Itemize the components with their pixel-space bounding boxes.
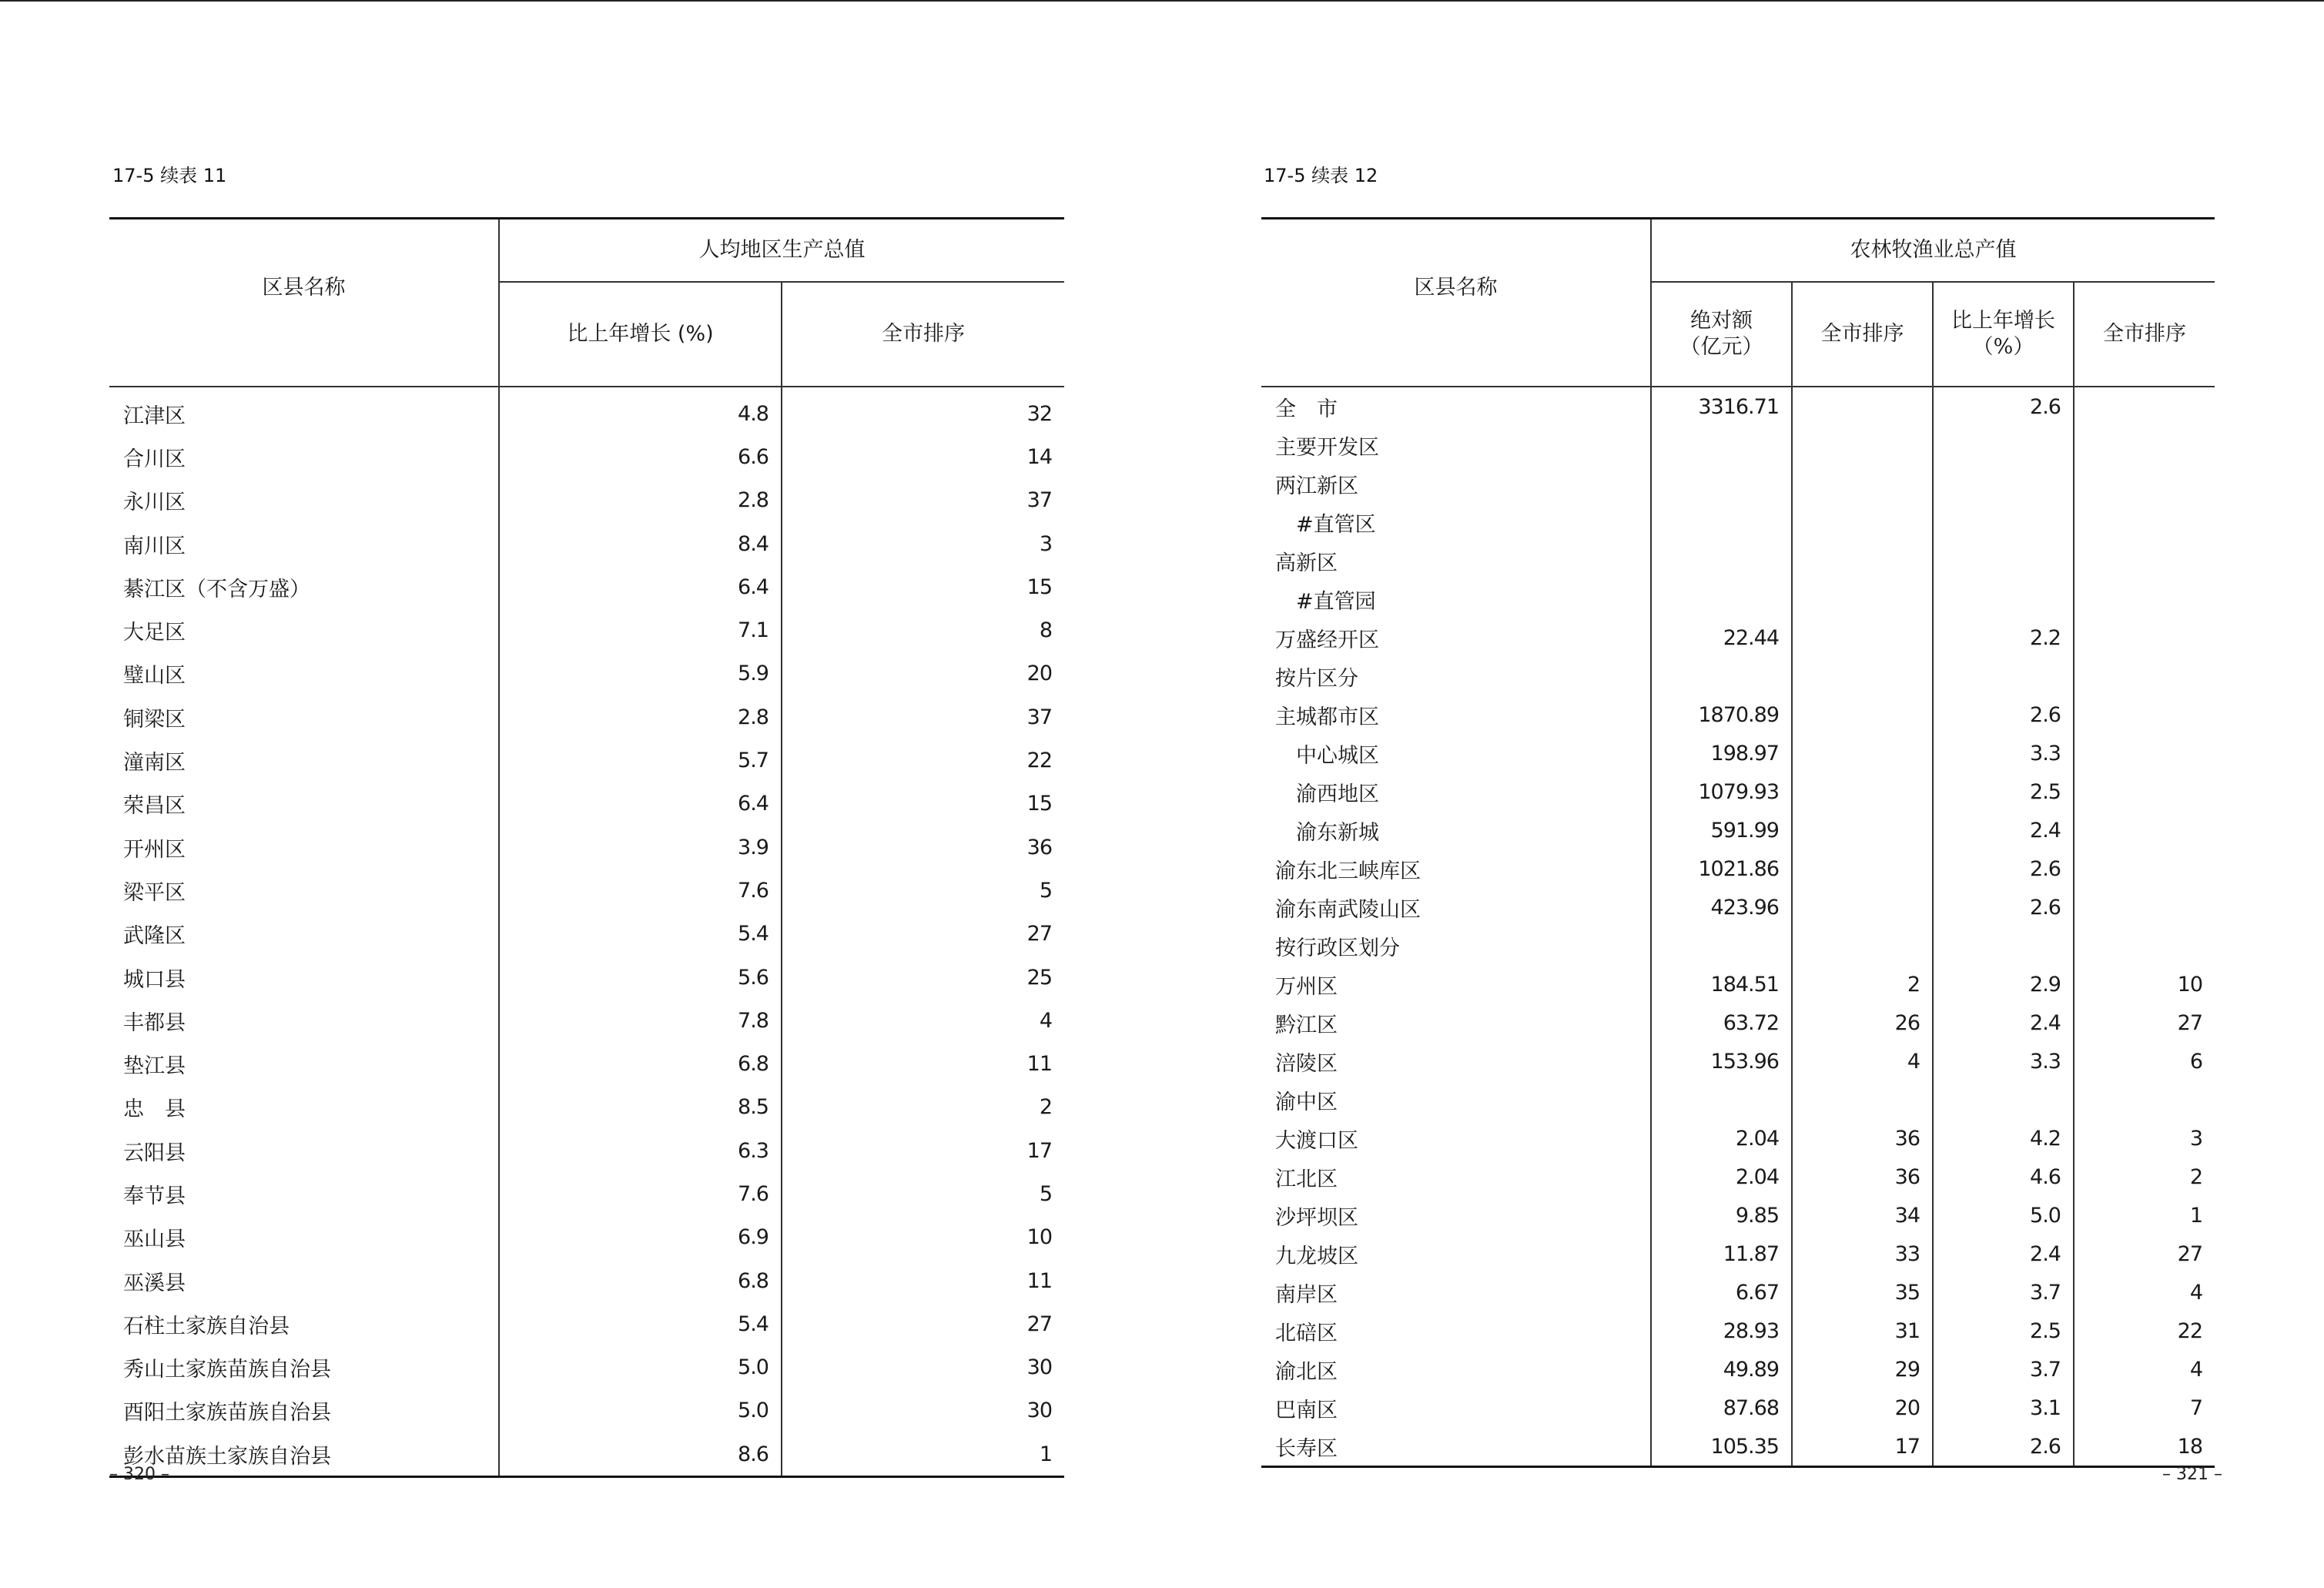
growth-cell	[1933, 580, 2074, 618]
absolute-cell	[1651, 657, 1792, 695]
rank-1-cell	[1792, 888, 1933, 926]
rank-1-cell	[1792, 503, 1933, 541]
header-absolute	[1651, 282, 1792, 387]
rank-1-cell	[1792, 1080, 1933, 1119]
rank-2-cell	[2074, 772, 2215, 811]
rank-cell: 11	[1026, 1268, 1052, 1293]
rank-1-cell: 20	[1792, 1389, 1933, 1427]
table-row	[109, 1346, 1064, 1389]
rank-cell: 3	[1039, 531, 1052, 556]
region-name-cell: 巫溪县	[109, 1259, 499, 1302]
growth-cell	[1933, 541, 2074, 580]
growth-cell: 6.3	[499, 1129, 782, 1172]
growth-cell: 7.8	[499, 999, 782, 1042]
absolute-cell	[1651, 426, 1792, 464]
table-row	[1261, 965, 2215, 1003]
rank-2-cell	[2074, 657, 2215, 695]
region-name-cell: 大足区	[109, 608, 499, 652]
region-name-cell: 武隆区	[109, 913, 499, 956]
region-name-cell: 渝北区	[1261, 1350, 1651, 1389]
growth-cell: 3.7	[1933, 1350, 2074, 1389]
absolute-cell: 3316.71	[1651, 387, 1792, 426]
table-row	[109, 652, 1064, 695]
header-absolute-line2: （亿元）	[1679, 334, 1763, 359]
table-row	[109, 1302, 1064, 1345]
rank-1-cell	[1792, 695, 1933, 734]
region-name-cell: 奉节县	[109, 1172, 499, 1215]
region-name-cell: #直管园	[1261, 580, 1651, 618]
growth-cell: 4.6	[1933, 1157, 2074, 1196]
growth-cell: 3.1	[1933, 1389, 2074, 1427]
rank-cell: 30	[1026, 1355, 1052, 1380]
rank-2-cell	[2074, 926, 2215, 965]
growth-cell	[1933, 426, 2074, 464]
growth-cell: 2.6	[1933, 888, 2074, 926]
growth-cell	[1933, 503, 2074, 541]
table-row	[109, 1129, 1064, 1172]
table-row	[109, 1172, 1064, 1215]
rank-1-cell: 4	[1792, 1042, 1933, 1080]
region-name-cell: 云阳县	[109, 1129, 499, 1172]
rank-cell: 27	[1026, 922, 1052, 946]
rank-2-cell	[2074, 503, 2215, 541]
header-region-name: 区县名称	[1261, 219, 1651, 387]
table-row	[1261, 503, 2215, 541]
rank-2-cell: 7	[2189, 1395, 2202, 1420]
table-row	[1261, 1119, 2215, 1157]
rank-2-cell: 6	[2189, 1049, 2202, 1074]
table-row	[109, 782, 1064, 826]
table-row	[1261, 1157, 2215, 1196]
growth-cell: 3.7	[1933, 1273, 2074, 1312]
rank-cell: 22	[1026, 749, 1052, 773]
rank-cell: 15	[1026, 792, 1052, 816]
absolute-cell: 2.04	[1651, 1157, 1792, 1196]
table-row	[1261, 1312, 2215, 1350]
region-name-cell: 璧山区	[109, 652, 499, 695]
rank-1-cell	[1792, 464, 1933, 503]
table-row	[109, 999, 1064, 1042]
absolute-cell	[1651, 503, 1792, 541]
rank-2-cell	[2074, 464, 2215, 503]
rank-2-cell	[2074, 426, 2215, 464]
rank-cell: 17	[1026, 1138, 1052, 1163]
table-row	[1261, 849, 2215, 888]
left-stats-table	[109, 217, 1064, 1478]
rank-2-cell: 27	[2177, 1241, 2202, 1266]
table-row	[109, 1259, 1064, 1302]
rank-cell: 1	[782, 1432, 1064, 1477]
region-name-cell: 长寿区	[1261, 1427, 1651, 1467]
region-name-cell: 垫江县	[109, 1042, 499, 1085]
absolute-cell: 9.85	[1651, 1196, 1792, 1235]
table-row	[1261, 695, 2215, 734]
rank-cell: 37	[1026, 488, 1052, 513]
region-name-cell: 主城都市区	[1261, 695, 1651, 734]
table-row	[109, 695, 1064, 739]
rank-2-cell: 4	[2189, 1280, 2202, 1305]
region-name-cell: 巴南区	[1261, 1389, 1651, 1427]
region-name-cell: #直管区	[1261, 503, 1651, 541]
absolute-cell: 87.68	[1651, 1389, 1792, 1427]
header-growth: 比上年增长 (%)	[499, 282, 782, 387]
absolute-cell: 2.04	[1651, 1119, 1792, 1157]
rank-1-cell	[1792, 734, 1933, 772]
growth-cell: 7.6	[499, 1172, 782, 1215]
absolute-cell: 11.87	[1651, 1235, 1792, 1273]
right-stats-table	[1261, 217, 2215, 1468]
rank-2-cell: 1	[2189, 1203, 2202, 1228]
absolute-cell	[1651, 926, 1792, 965]
absolute-cell: 49.89	[1651, 1350, 1792, 1389]
growth-cell	[1933, 464, 2074, 503]
absolute-cell	[1651, 1080, 1792, 1119]
region-name-cell: 按行政区划分	[1261, 926, 1651, 965]
rank-1-cell: 33	[1792, 1235, 1933, 1273]
growth-cell: 5.0	[499, 1389, 782, 1432]
rank-cell: 11	[1026, 1052, 1052, 1077]
table-row	[109, 913, 1064, 956]
table-row	[1261, 1389, 2215, 1427]
rank-1-cell	[1792, 811, 1933, 849]
absolute-cell: 22.44	[1651, 618, 1792, 657]
region-name-cell: 石柱土家族自治县	[109, 1302, 499, 1345]
rank-1-cell	[1792, 849, 1933, 888]
region-name-cell: 按片区分	[1261, 657, 1651, 695]
region-name-cell: 丰都县	[109, 999, 499, 1042]
rank-2-cell: 4	[2189, 1357, 2202, 1382]
growth-cell: 6.4	[499, 565, 782, 608]
growth-cell: 2.8	[499, 479, 782, 522]
rank-2-cell: 10	[2177, 972, 2202, 997]
table-row	[109, 1216, 1064, 1259]
absolute-cell: 1870.89	[1651, 695, 1792, 734]
growth-cell: 6.8	[499, 1042, 782, 1085]
growth-cell: 5.9	[499, 652, 782, 695]
table-row	[1261, 580, 2215, 618]
rank-1-cell	[1792, 772, 1933, 811]
region-name-cell: 全 市	[1261, 387, 1651, 426]
absolute-cell: 105.35	[1651, 1427, 1792, 1467]
table-row	[1261, 464, 2215, 503]
table-row	[1261, 1273, 2215, 1312]
table-row	[1261, 657, 2215, 695]
growth-cell: 4.2	[1933, 1119, 2074, 1157]
growth-cell: 2.8	[499, 695, 782, 739]
region-name-cell: 巫山县	[109, 1216, 499, 1259]
rank-1-cell: 26	[1792, 1003, 1933, 1042]
rank-1-cell	[1792, 580, 1933, 618]
table-row	[109, 387, 1064, 435]
rank-2-cell	[2074, 734, 2215, 772]
rank-cell: 30	[1026, 1399, 1052, 1423]
growth-cell: 2.5	[1933, 1312, 2074, 1350]
rank-1-cell	[1792, 387, 1933, 426]
region-name-cell: 荣昌区	[109, 782, 499, 826]
region-name-cell: 秀山土家族苗族自治县	[109, 1346, 499, 1389]
region-name-cell: 潼南区	[109, 739, 499, 782]
header-per-capita-gdp: 人均地区生产总值	[499, 219, 1064, 282]
growth-cell: 3.9	[499, 826, 782, 869]
right-page-number: – 321 –	[2162, 1465, 2222, 1484]
region-name-cell: 铜梁区	[109, 695, 499, 739]
region-name-cell: 渝东新城	[1261, 811, 1651, 849]
growth-cell: 2.4	[1933, 1003, 2074, 1042]
header-region-name: 区县名称	[109, 219, 499, 387]
growth-cell: 2.4	[1933, 1235, 2074, 1273]
growth-cell: 7.1	[499, 608, 782, 652]
table-row	[1261, 387, 2215, 426]
region-name-cell: 九龙坡区	[1261, 1235, 1651, 1273]
table-row	[1261, 1042, 2215, 1080]
rank-2-cell	[2074, 849, 2215, 888]
rank-1-cell	[1792, 541, 1933, 580]
rank-1-cell: 31	[1792, 1312, 1933, 1350]
rank-2-cell: 18	[2074, 1427, 2215, 1467]
absolute-cell: 153.96	[1651, 1042, 1792, 1080]
region-name-cell: 万州区	[1261, 965, 1651, 1003]
region-name-cell: 南岸区	[1261, 1273, 1651, 1312]
growth-cell: 2.4	[1933, 811, 2074, 849]
region-name-cell: 城口县	[109, 956, 499, 999]
rank-cell: 5	[1039, 1181, 1052, 1206]
rank-cell: 36	[1026, 835, 1052, 859]
rank-cell: 10	[1026, 1225, 1052, 1250]
header-rank-2: 全市排序	[2074, 282, 2215, 387]
table-row	[1261, 926, 2215, 965]
growth-cell: 5.0	[499, 1346, 782, 1389]
table-row	[109, 1432, 1064, 1477]
growth-cell: 5.4	[499, 913, 782, 956]
region-name-cell: 南川区	[109, 522, 499, 565]
right-table-body	[1261, 387, 2215, 1467]
table-row	[1261, 618, 2215, 657]
table-row	[109, 869, 1064, 912]
region-name-cell: 开州区	[109, 826, 499, 869]
rank-2-cell	[2074, 618, 2215, 657]
growth-cell: 2.5	[1933, 772, 2074, 811]
table-row	[1261, 811, 2215, 849]
rank-cell: 20	[1026, 662, 1052, 686]
region-name-cell: 主要开发区	[1261, 426, 1651, 464]
rank-2-cell	[2074, 1080, 2215, 1119]
rank-cell: 8	[1039, 618, 1052, 643]
growth-cell: 4.8	[499, 387, 782, 435]
region-name-cell: 渝东南武陵山区	[1261, 888, 1651, 926]
growth-cell: 8.6	[499, 1432, 782, 1477]
growth-cell: 6.8	[499, 1259, 782, 1302]
absolute-cell: 198.97	[1651, 734, 1792, 772]
rank-1-cell: 29	[1792, 1350, 1933, 1389]
region-name-cell: 合川区	[109, 435, 499, 478]
header-absolute-line1: 绝对额	[1690, 308, 1753, 333]
header-growth-line1: 比上年增长	[1951, 308, 2055, 333]
region-name-cell: 忠 县	[109, 1086, 499, 1129]
region-name-cell: 中心城区	[1261, 734, 1651, 772]
region-name-cell: 大渡口区	[1261, 1119, 1651, 1157]
rank-1-cell: 17	[1792, 1427, 1933, 1467]
absolute-cell: 6.67	[1651, 1273, 1792, 1312]
table-row	[109, 1086, 1064, 1129]
region-name-cell: 涪陵区	[1261, 1042, 1651, 1080]
absolute-cell: 28.93	[1651, 1312, 1792, 1350]
rank-1-cell	[1792, 657, 1933, 695]
rank-1-cell: 34	[1792, 1196, 1933, 1235]
rank-cell: 15	[1026, 575, 1052, 599]
growth-cell: 3.3	[1933, 734, 2074, 772]
rank-1-cell	[1792, 426, 1933, 464]
absolute-cell: 423.96	[1651, 888, 1792, 926]
absolute-cell: 184.51	[1651, 965, 1792, 1003]
table-row	[1261, 888, 2215, 926]
table-row	[1261, 1350, 2215, 1389]
region-name-cell: 永川区	[109, 479, 499, 522]
growth-cell: 2.9	[1933, 965, 2074, 1003]
rank-2-cell: 3	[2189, 1126, 2202, 1151]
growth-cell: 6.6	[499, 435, 782, 478]
absolute-cell: 1079.93	[1651, 772, 1792, 811]
table-row	[1261, 1080, 2215, 1119]
table-row	[109, 479, 1064, 522]
growth-cell: 8.4	[499, 522, 782, 565]
header-growth-line2: （%）	[1972, 334, 2034, 359]
growth-cell: 3.3	[1933, 1042, 2074, 1080]
region-name-cell: 渝西地区	[1261, 772, 1651, 811]
table-row	[109, 608, 1064, 652]
region-name-cell: 两江新区	[1261, 464, 1651, 503]
absolute-cell	[1651, 541, 1792, 580]
growth-cell: 5.6	[499, 956, 782, 999]
growth-cell: 7.6	[499, 869, 782, 912]
rank-2-cell	[2074, 387, 2215, 426]
growth-cell: 8.5	[499, 1086, 782, 1129]
header-rank-1: 全市排序	[1792, 282, 1933, 387]
absolute-cell: 591.99	[1651, 811, 1792, 849]
growth-cell	[1933, 926, 2074, 965]
table-row	[109, 565, 1064, 608]
region-name-cell: 渝中区	[1261, 1080, 1651, 1119]
rank-cell: 4	[1039, 1008, 1052, 1033]
region-name-cell: 沙坪坝区	[1261, 1196, 1651, 1235]
rank-2-cell	[2074, 888, 2215, 926]
region-name-cell: 彭水苗族土家族自治县	[109, 1432, 499, 1477]
growth-cell: 2.6	[1933, 387, 2074, 426]
table-row	[1261, 772, 2215, 811]
region-name-cell: 黔江区	[1261, 1003, 1651, 1042]
table-row	[109, 956, 1064, 999]
growth-cell	[1933, 657, 2074, 695]
region-name-cell: 酉阳土家族苗族自治县	[109, 1389, 499, 1432]
header-agri-output: 农林牧渔业总产值	[1651, 219, 2215, 282]
rank-2-cell	[2074, 541, 2215, 580]
table-row	[109, 1042, 1064, 1085]
region-name-cell: 渝东北三峡库区	[1261, 849, 1651, 888]
region-name-cell: 江津区	[109, 387, 499, 435]
rank-2-cell: 27	[2177, 1010, 2202, 1035]
header-rank: 全市排序	[782, 282, 1064, 387]
left-page-number: – 320 –	[109, 1465, 169, 1484]
table-row	[109, 826, 1064, 869]
region-name-cell: 北碚区	[1261, 1312, 1651, 1350]
growth-cell: 5.0	[1933, 1196, 2074, 1235]
right-table-caption: 17-5 续表 12	[1264, 165, 1378, 186]
rank-cell: 5	[1039, 878, 1052, 903]
rank-1-cell: 2	[1792, 965, 1933, 1003]
top-border-line	[0, 0, 2324, 2]
rank-2-cell: 22	[2177, 1318, 2202, 1343]
rank-cell: 32	[1026, 401, 1052, 426]
rank-cell: 25	[1026, 965, 1052, 990]
growth-cell: 6.4	[499, 782, 782, 826]
region-name-cell: 高新区	[1261, 541, 1651, 580]
left-table-body	[109, 387, 1064, 1477]
rank-1-cell: 35	[1792, 1273, 1933, 1312]
absolute-cell: 63.72	[1651, 1003, 1792, 1042]
region-name-cell: 江北区	[1261, 1157, 1651, 1196]
growth-cell: 2.6	[1933, 849, 2074, 888]
table-row	[1261, 541, 2215, 580]
table-row	[109, 739, 1064, 782]
rank-1-cell	[1792, 926, 1933, 965]
table-row	[1261, 1196, 2215, 1235]
rank-cell: 2	[1039, 1095, 1052, 1120]
header-growth	[1933, 282, 2074, 387]
growth-cell: 5.4	[499, 1302, 782, 1345]
table-row	[1261, 426, 2215, 464]
rank-1-cell: 36	[1792, 1157, 1933, 1196]
table-row	[1261, 1235, 2215, 1273]
region-name-cell: 万盛经开区	[1261, 618, 1651, 657]
rank-2-cell	[2074, 811, 2215, 849]
left-table-caption: 17-5 续表 11	[112, 165, 227, 186]
table-row	[109, 522, 1064, 565]
absolute-cell	[1651, 464, 1792, 503]
rank-cell: 14	[1026, 444, 1052, 469]
region-name-cell: 梁平区	[109, 869, 499, 912]
growth-cell: 2.6	[1933, 695, 2074, 734]
table-row	[1261, 734, 2215, 772]
rank-cell: 27	[1026, 1312, 1052, 1336]
table-row	[1261, 1427, 2215, 1467]
growth-cell: 5.7	[499, 739, 782, 782]
region-name-cell: 綦江区（不含万盛）	[109, 565, 499, 608]
rank-2-cell	[2074, 580, 2215, 618]
rank-cell: 37	[1026, 705, 1052, 729]
absolute-cell	[1651, 580, 1792, 618]
absolute-cell: 1021.86	[1651, 849, 1792, 888]
rank-2-cell	[2074, 695, 2215, 734]
table-row	[109, 1389, 1064, 1432]
growth-cell	[1933, 1080, 2074, 1119]
growth-cell: 6.9	[499, 1216, 782, 1259]
growth-cell: 2.2	[1933, 618, 2074, 657]
rank-1-cell	[1792, 618, 1933, 657]
rank-2-cell: 2	[2189, 1164, 2202, 1189]
table-row	[1261, 1003, 2215, 1042]
growth-cell: 2.6	[1933, 1427, 2074, 1467]
table-row	[109, 435, 1064, 478]
rank-1-cell: 36	[1792, 1119, 1933, 1157]
